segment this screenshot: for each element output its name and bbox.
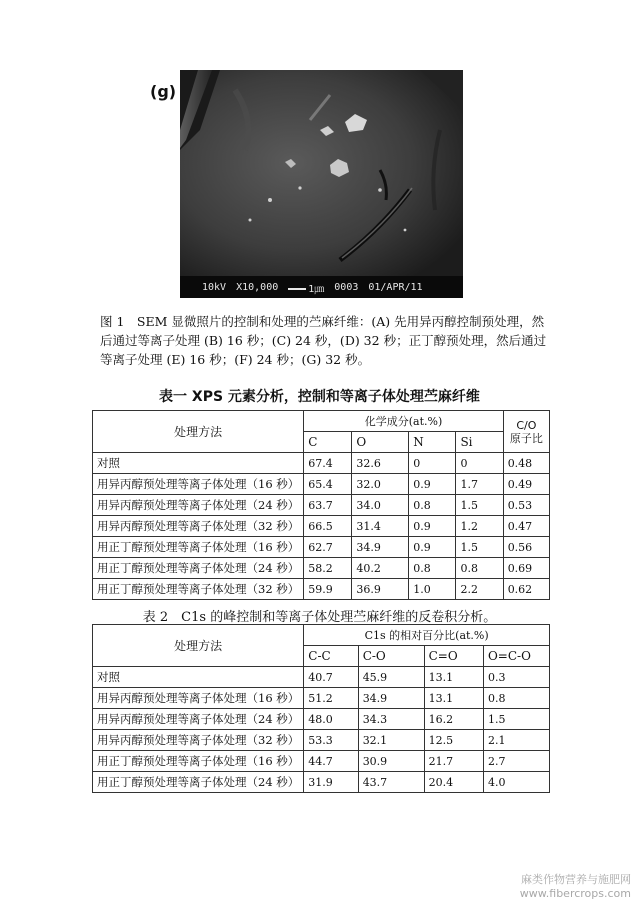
table-cell: 0.8 [409,495,456,516]
row-label: 用正丁醇预处理等离子体处理（32 秒） [93,579,304,600]
table-cell: 43.7 [358,772,424,793]
row-label: 用异丙醇预处理等离子体处理（24 秒） [93,495,304,516]
table-row [93,453,550,474]
sem-micrograph [180,70,463,298]
table-cell: 0.69 [503,558,549,579]
table-cell: 0.9 [409,516,456,537]
table-cell: 65.4 [304,474,352,495]
fiber-surface-image [180,70,463,276]
row-label: 用正丁醇预处理等离子体处理（24 秒） [93,772,304,793]
table-row [93,579,550,600]
column-header: C-O [358,646,424,667]
row-label: 用正丁醇预处理等离子体处理（24 秒） [93,558,304,579]
xps-table [92,410,550,600]
table-row [93,730,550,751]
table-cell: 0.8 [409,558,456,579]
row-label: 用正丁醇预处理等离子体处理（16 秒） [93,537,304,558]
table-cell: 1.2 [456,516,503,537]
table-cell: 0 [409,453,456,474]
table-row [93,537,550,558]
column-header: N [409,432,456,453]
row-label: 用异丙醇预处理等离子体处理（16 秒） [93,688,304,709]
table1-title: 表一 XPS 元素分析，控制和等离子体处理苎麻纤维 [159,389,480,405]
table-cell: 45.9 [358,667,424,688]
row-label: 用正丁醇预处理等离子体处理（16 秒） [93,751,304,772]
table-cell: 2.7 [483,751,549,772]
table-cell: 2.1 [483,730,549,751]
table-cell: 34.9 [358,688,424,709]
table-row [93,516,550,537]
table-cell: 0.53 [503,495,549,516]
watermark [520,873,631,901]
table1-header-row [93,411,550,432]
table-cell: 0.49 [503,474,549,495]
sem-info-bar [180,276,463,298]
table-cell: 1.5 [483,709,549,730]
percent-header: C1s 的相对百分比(at.%) [304,625,550,646]
row-label: 用异丙醇预处理等离子体处理（24 秒） [93,709,304,730]
row-label: 用异丙醇预处理等离子体处理（16 秒） [93,474,304,495]
table-cell: 53.3 [304,730,358,751]
table-row [93,709,550,730]
sem-voltage: 10kV [202,281,227,293]
column-header: C=O [424,646,483,667]
table-row [93,495,550,516]
table-cell: 0.9 [409,474,456,495]
row-label: 用异丙醇预处理等离子体处理（32 秒） [93,730,304,751]
row-label: 用异丙醇预处理等离子体处理（32 秒） [93,516,304,537]
table1-body [93,453,550,600]
watermark-line1: 麻类作物营养与施肥网 [521,873,631,886]
row-label: 对照 [93,667,304,688]
table-cell: 0.48 [503,453,549,474]
c1s-table [92,624,550,793]
table-cell: 58.2 [304,558,352,579]
table-row [93,474,550,495]
table-cell: 21.7 [424,751,483,772]
table2-title: 表 2 C1s 的峰控制和等离子体处理苎麻纤维的反卷积分析。 [142,610,497,625]
table-cell: 1.5 [456,495,503,516]
table-cell: 31.9 [304,772,358,793]
sem-image-id: 0003 [334,281,359,293]
table-cell: 36.9 [352,579,409,600]
sem-date: 01/APR/11 [368,281,423,293]
table-cell: 12.5 [424,730,483,751]
table-cell: 20.4 [424,772,483,793]
column-header: C [304,432,352,453]
table-row [93,688,550,709]
table-row [93,558,550,579]
column-header: O [352,432,409,453]
table-cell: 1.7 [456,474,503,495]
table-cell: 34.9 [352,537,409,558]
table-cell: 62.7 [304,537,352,558]
figure-caption: 图 1 SEM 显微照片的控制和处理的苎麻纤维：(A) 先用异丙醇控制预处理，然后通过等离子处理 (B) 16 秒；(C) 24 秒，(D) 32 秒；正丁醇预处理，然后通过等离子处理 (E) 16 秒；(F) 24 秒；(G) 32 秒。 [100,314,547,367]
table-cell: 4.0 [483,772,549,793]
table-cell: 13.1 [424,667,483,688]
table-row [93,751,550,772]
sem-scale-label: 1㎛ [308,283,325,295]
ratio-header-line2: 原子比 [509,431,543,445]
table-cell: 0.62 [503,579,549,600]
table-cell: 1.0 [409,579,456,600]
composition-header: 化学成分(at.%) [304,411,503,432]
table-cell: 66.5 [304,516,352,537]
table-cell: 63.7 [304,495,352,516]
table-cell: 40.7 [304,667,358,688]
table-cell: 32.1 [358,730,424,751]
table-cell: 51.2 [304,688,358,709]
table-cell: 0.56 [503,537,549,558]
table-row [93,772,550,793]
table-cell: 0.8 [483,688,549,709]
table-cell: 32.6 [352,453,409,474]
method-header: 处理方法 [93,625,304,667]
row-label: 对照 [93,453,304,474]
table-cell: 0.3 [483,667,549,688]
table2-body [93,667,550,793]
table-cell: 1.5 [456,537,503,558]
table-cell: 48.0 [304,709,358,730]
table-cell: 16.2 [424,709,483,730]
table-cell: 0.8 [456,558,503,579]
table-cell: 40.2 [352,558,409,579]
figure-label: (g) [150,82,177,101]
table-row [93,667,550,688]
table-cell: 34.0 [352,495,409,516]
column-header: O=C-O [483,646,549,667]
table-cell: 13.1 [424,688,483,709]
sem-magnification: X10,000 [236,281,279,293]
scale-bar [288,288,306,290]
table-cell: 2.2 [456,579,503,600]
watermark-line2: www.fibercrops.com [519,887,631,900]
table-cell: 67.4 [304,453,352,474]
column-header: C-C [304,646,358,667]
column-header: Si [456,432,503,453]
sem-scale [288,280,324,295]
table-cell: 0 [456,453,503,474]
table2-header-row [93,625,550,646]
ratio-header-line1: C/O [516,418,537,432]
table-cell: 30.9 [358,751,424,772]
ratio-header [503,411,549,453]
table-cell: 0.47 [503,516,549,537]
table-cell: 0.9 [409,537,456,558]
table-cell: 31.4 [352,516,409,537]
table-cell: 59.9 [304,579,352,600]
table-cell: 34.3 [358,709,424,730]
table-cell: 44.7 [304,751,358,772]
method-header: 处理方法 [93,411,304,453]
table-cell: 32.0 [352,474,409,495]
